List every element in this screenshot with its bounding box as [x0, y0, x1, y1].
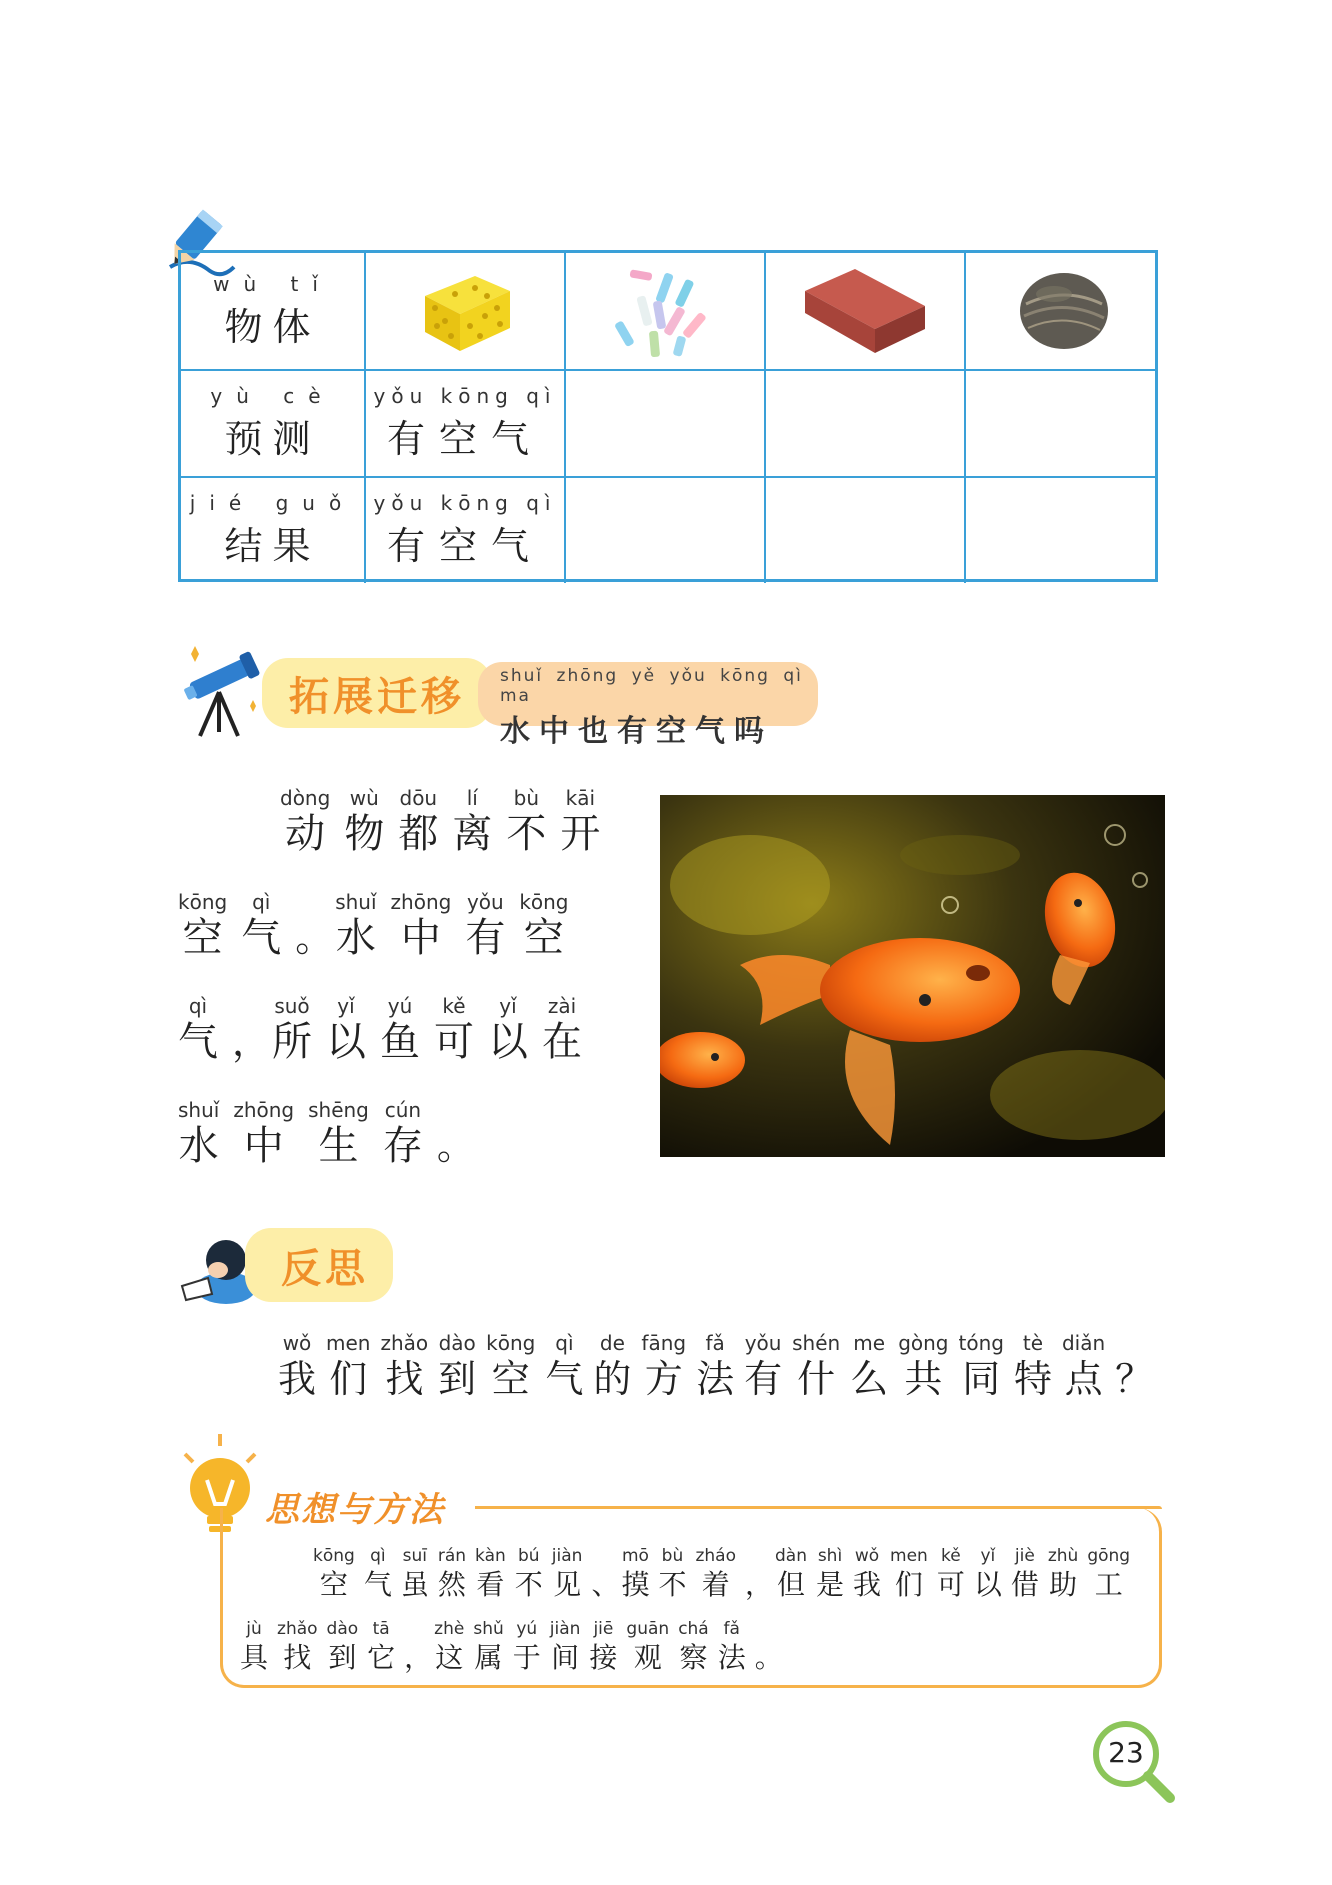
punctuation: ，	[745, 1568, 774, 1601]
table-row	[181, 253, 1155, 371]
hanzi-text: 于	[512, 1641, 541, 1674]
prediction-brick-cell[interactable]	[766, 371, 966, 476]
hanzi-text: 虽	[400, 1568, 429, 1601]
hanzi-text: 点	[1064, 1357, 1103, 1401]
hanzi-text: 水	[335, 915, 376, 961]
pinyin-text: yǐ	[499, 994, 517, 1018]
pinyin-text: bù	[513, 786, 539, 810]
pinyin-text: de	[599, 1331, 625, 1355]
hanzi-text: 同	[962, 1357, 1001, 1401]
pinyin-syllable	[850, 1330, 888, 1402]
pinyin-text: cún	[384, 1098, 422, 1122]
pinyin-syllable	[974, 1545, 1002, 1603]
hanzi-text: 的	[593, 1357, 632, 1401]
prediction-sponge-cell	[366, 371, 566, 476]
pinyin-text: jiàn	[551, 1546, 583, 1566]
extension-subtitle	[478, 662, 818, 749]
hanzi-text: 摸	[621, 1568, 650, 1601]
pinyin-text: zhōng	[390, 890, 452, 914]
pinyin-text: gòng	[898, 1331, 949, 1355]
pinyin-text: yú	[387, 994, 413, 1018]
pinyin-syllable	[1062, 1330, 1105, 1402]
pinyin-text: yǒu	[466, 890, 504, 914]
pinyin-syllable	[344, 785, 384, 857]
pinyin-text: wù	[349, 786, 379, 810]
pinyin-syllable	[380, 1330, 428, 1402]
method-title: 思想与方法	[265, 1490, 445, 1530]
hanzi-text: 们	[894, 1568, 923, 1601]
hanzi-text: 气	[178, 1019, 218, 1065]
pinyin-text: me	[853, 1331, 886, 1355]
pinyin-syllable	[696, 1330, 734, 1402]
pinyin-syllable	[313, 1545, 355, 1603]
reflection-banner	[245, 1228, 393, 1302]
row-label-prediction	[181, 371, 366, 476]
result-chalk-cell[interactable]	[566, 478, 766, 583]
pinyin-syllable	[452, 785, 492, 857]
brick-cell	[766, 253, 966, 369]
pinyin-syllable	[434, 993, 474, 1065]
pinyin-text: tā	[372, 1619, 390, 1639]
pinyin-text: wǒ	[282, 1331, 312, 1355]
pinyin-text: dòng	[280, 786, 331, 810]
hanzi-text: 有	[465, 915, 506, 961]
pinyin-text: mō	[621, 1546, 649, 1566]
hanzi-text: 具	[240, 1641, 269, 1674]
pinyin-text: qì	[188, 994, 208, 1018]
pinyin-text: men	[326, 1331, 371, 1355]
hanzi-text: 生	[318, 1123, 359, 1169]
pinyin-syllable	[506, 785, 546, 857]
method-line-1	[313, 1545, 1139, 1603]
pinyin-syllable	[391, 889, 452, 961]
pinyin-syllable	[383, 1097, 423, 1169]
pinyin-text: dào	[438, 1331, 476, 1355]
hanzi-text: 不	[514, 1568, 543, 1601]
telescope-icon	[175, 640, 265, 740]
header-label: 物体	[224, 304, 321, 349]
reflection-question	[278, 1330, 1178, 1402]
hanzi-text: 物	[344, 811, 385, 857]
pinyin-text: kōng	[313, 1546, 355, 1566]
pinyin-syllable	[178, 1097, 219, 1169]
pinyin-text: zhǎo	[380, 1331, 429, 1355]
hanzi-text: 们	[329, 1357, 368, 1401]
hanzi-text: 空	[182, 915, 223, 961]
hanzi-text: 属	[474, 1641, 503, 1674]
pinyin-syllable	[277, 1618, 318, 1676]
pinyin-syllable	[853, 1545, 881, 1603]
pinyin-syllable	[626, 1618, 669, 1676]
hanzi-text: 所	[272, 1019, 312, 1065]
pinyin-syllable	[658, 1545, 686, 1603]
pinyin-text: suī	[402, 1546, 428, 1566]
pinyin-syllable	[513, 1618, 541, 1676]
hanzi-text: 到	[438, 1357, 477, 1401]
pinyin-text: jiàn	[549, 1619, 581, 1639]
table-row	[181, 371, 1155, 478]
result-brick-cell[interactable]	[766, 478, 966, 583]
pinyin-syllable	[792, 1330, 840, 1402]
hanzi-text: 工	[1094, 1568, 1123, 1601]
pinyin-text: shuǐ	[178, 1098, 220, 1122]
punctuation: 。	[295, 916, 334, 960]
pinyin-syllable	[621, 1545, 649, 1603]
hanzi-text: 空	[523, 915, 564, 961]
pinyin-syllable	[718, 1618, 746, 1676]
pinyin-syllable	[515, 1545, 543, 1603]
pinyin-text: kōng	[486, 1331, 536, 1355]
pinyin-text: qì	[252, 890, 271, 914]
pinyin-text: zháo	[695, 1546, 736, 1566]
punctuation: ？	[1115, 1357, 1154, 1401]
prediction-value: 有空气	[386, 417, 543, 461]
pinyin-text: shǔ	[473, 1619, 504, 1639]
stone-image	[1014, 266, 1114, 356]
hanzi-text: 存	[382, 1123, 423, 1169]
table-row	[181, 478, 1155, 583]
fish-paragraph	[178, 785, 638, 1201]
hanzi-text: 我	[853, 1568, 882, 1601]
reflection-title: 反思	[281, 1245, 369, 1292]
hanzi-text: 以	[973, 1568, 1002, 1601]
hanzi-text: 但	[776, 1568, 805, 1601]
pinyin-syllable	[327, 1618, 359, 1676]
pinyin-syllable	[308, 1097, 369, 1169]
method-line-2	[240, 1618, 785, 1676]
pinyin-syllable	[241, 889, 281, 961]
pinyin-syllable	[552, 1545, 583, 1603]
pinyin-syllable	[1087, 1545, 1130, 1603]
pinyin-syllable	[465, 889, 505, 961]
extension-title: 拓展迁移	[289, 673, 465, 720]
pinyin-text: dōu	[399, 786, 438, 810]
hanzi-text: 以	[488, 1019, 528, 1065]
hanzi-text: 气	[545, 1357, 584, 1401]
pinyin-text: zhǎo	[277, 1619, 318, 1639]
chalk-image	[610, 261, 720, 361]
prediction-pinyin: yù cè	[210, 384, 335, 408]
pinyin-text: zhù	[1047, 1546, 1079, 1566]
pinyin-text: kě	[442, 994, 466, 1018]
hanzi-text: 着	[701, 1568, 730, 1601]
hanzi-text: 开	[560, 811, 601, 857]
result-value: 有空气	[386, 524, 543, 568]
observation-table	[178, 250, 1158, 582]
prediction-value-pinyin: yǒu kōng qì	[373, 384, 557, 408]
pinyin-text: tóng	[958, 1331, 1004, 1355]
paragraph-line	[178, 993, 638, 1065]
pinyin-text: jù	[246, 1619, 262, 1639]
pinyin-syllable	[326, 993, 366, 1065]
pinyin-syllable	[240, 1618, 268, 1676]
hanzi-text: 中	[400, 915, 441, 961]
hanzi-text: 气	[363, 1568, 392, 1601]
pinyin-syllable	[438, 1330, 476, 1402]
hanzi-text: 看	[476, 1568, 505, 1601]
pinyin-text: men	[890, 1546, 928, 1566]
pinyin-syllable	[589, 1618, 617, 1676]
punctuation: 。	[436, 1124, 475, 1168]
pinyin-text: jiè	[1014, 1546, 1035, 1566]
hanzi-text: 以	[326, 1019, 366, 1065]
pinyin-syllable	[545, 1330, 583, 1402]
header-pinyin: wù tǐ	[213, 271, 332, 296]
hanzi-text: 可	[434, 1019, 474, 1065]
hanzi-text: 什	[797, 1357, 836, 1401]
pinyin-syllable	[178, 889, 227, 961]
pinyin-text: tè	[1022, 1331, 1044, 1355]
pinyin-text: yǒu	[744, 1331, 782, 1355]
hanzi-text: 我	[278, 1357, 317, 1401]
pinyin-text: chá	[678, 1619, 709, 1639]
hanzi-text: 离	[452, 811, 493, 857]
sponge-image	[415, 266, 515, 356]
hanzi-text: 见	[553, 1568, 582, 1601]
pinyin-syllable	[398, 785, 438, 857]
pinyin-text: jiē	[593, 1619, 614, 1639]
paragraph-line	[178, 1097, 638, 1169]
pinyin-text: yǐ	[980, 1546, 996, 1566]
pinyin-syllable	[278, 1330, 316, 1402]
paragraph-line	[178, 785, 638, 857]
pinyin-text: rán	[437, 1546, 467, 1566]
hanzi-text: 有	[744, 1357, 783, 1401]
hanzi-text: 水	[178, 1123, 219, 1169]
result-label: 结果	[224, 524, 321, 568]
hanzi-text: 鱼	[380, 1019, 420, 1065]
hanzi-text: 中	[243, 1123, 284, 1169]
prediction-chalk-cell[interactable]	[566, 371, 766, 476]
pinyin-syllable	[550, 1618, 581, 1676]
pinyin-text: yǐ	[337, 994, 355, 1018]
result-value-pinyin: yǒu kōng qì	[373, 491, 557, 515]
pinyin-syllable	[233, 1097, 294, 1169]
pinyin-syllable	[678, 1618, 709, 1676]
pinyin-text: zhè	[434, 1619, 465, 1639]
page-number: 23	[1108, 1736, 1144, 1769]
pinyin-syllable	[364, 1545, 392, 1603]
hanzi-text: 么	[850, 1357, 889, 1401]
extension-subtitle-pinyin: shuǐ zhōng yě yǒu kōng qì ma	[500, 666, 803, 706]
hanzi-text: 空	[491, 1357, 530, 1401]
pinyin-syllable	[488, 993, 528, 1065]
hanzi-text: 这	[435, 1641, 464, 1674]
pinyin-syllable	[959, 1330, 1004, 1402]
punctuation: ，	[232, 1020, 271, 1064]
result-pinyin: jié guǒ	[189, 491, 356, 515]
pinyin-text: kōng	[178, 890, 228, 914]
hanzi-text: 观	[633, 1641, 662, 1674]
punctuation: 。	[754, 1641, 783, 1674]
pinyin-syllable	[486, 1330, 535, 1402]
table-header-object	[181, 253, 366, 369]
hanzi-text: 方	[644, 1357, 683, 1401]
extension-banner	[262, 658, 492, 728]
pinyin-text: kàn	[475, 1546, 506, 1566]
pinyin-text: fāng	[641, 1331, 687, 1355]
pinyin-text: diǎn	[1061, 1331, 1106, 1355]
pinyin-text: lí	[466, 786, 478, 810]
hanzi-text: 不	[506, 811, 547, 857]
pinyin-text: gōng	[1087, 1546, 1131, 1566]
pinyin-text: shì	[817, 1546, 843, 1566]
hanzi-text: 找	[283, 1641, 312, 1674]
pinyin-syllable	[380, 993, 420, 1065]
pinyin-text: wǒ	[854, 1546, 880, 1566]
hanzi-text: 法	[717, 1641, 746, 1674]
punctuation: ，	[404, 1641, 433, 1674]
pinyin-text: guān	[626, 1619, 670, 1639]
pinyin-syllable	[593, 1330, 631, 1402]
hanzi-text: 可	[936, 1568, 965, 1601]
pinyin-syllable	[434, 1618, 464, 1676]
pinyin-text: fǎ	[723, 1619, 740, 1639]
hanzi-text: 间	[551, 1641, 580, 1674]
result-sponge-cell	[366, 478, 566, 583]
pinyin-syllable	[816, 1545, 844, 1603]
pinyin-text: bù	[661, 1546, 684, 1566]
pinyin-syllable	[326, 1330, 370, 1402]
hanzi-text: 在	[542, 1019, 582, 1065]
pinyin-text: shuǐ	[335, 890, 377, 914]
pinyin-syllable	[898, 1330, 948, 1402]
pinyin-syllable	[519, 889, 568, 961]
goldfish-photo	[660, 795, 1165, 1157]
result-stone-cell[interactable]	[966, 478, 1161, 583]
pinyin-syllable	[280, 785, 330, 857]
pinyin-syllable	[178, 993, 218, 1065]
pinyin-syllable	[438, 1545, 466, 1603]
pinyin-text: zài	[547, 994, 577, 1018]
method-divider	[475, 1506, 1162, 1509]
hanzi-text: 气	[241, 915, 282, 961]
row-label-result	[181, 478, 366, 583]
hanzi-text: 找	[385, 1357, 424, 1401]
hanzi-text: 借	[1010, 1568, 1039, 1601]
hanzi-text: 它	[367, 1641, 396, 1674]
pinyin-syllable	[1048, 1545, 1078, 1603]
hanzi-text: 都	[398, 811, 439, 857]
pinyin-syllable	[1011, 1545, 1039, 1603]
hanzi-text: 法	[696, 1357, 735, 1401]
extension-subtitle-text: 水中也有空气吗	[500, 714, 773, 749]
prediction-stone-cell[interactable]	[966, 371, 1161, 476]
pinyin-syllable	[1014, 1330, 1052, 1402]
hanzi-text: 动	[285, 811, 326, 857]
hanzi-text: 空	[319, 1568, 348, 1601]
pinyin-syllable	[775, 1545, 807, 1603]
pinyin-syllable	[475, 1545, 506, 1603]
pinyin-text: yú	[516, 1619, 538, 1639]
magnifier-page-badge	[1090, 1718, 1180, 1808]
hanzi-text: 接	[589, 1641, 618, 1674]
pinyin-text: dào	[326, 1619, 359, 1639]
pinyin-syllable	[560, 785, 600, 857]
pinyin-syllable	[335, 889, 376, 961]
pinyin-syllable	[695, 1545, 736, 1603]
prediction-label: 预测	[224, 417, 321, 461]
pinyin-text: fǎ	[705, 1331, 725, 1355]
paragraph-line	[178, 889, 638, 961]
hanzi-text: 是	[815, 1568, 844, 1601]
punctuation: 、	[591, 1568, 620, 1601]
pinyin-text: kě	[940, 1546, 961, 1566]
sponge-cell	[366, 253, 566, 369]
pinyin-text: shēng	[308, 1098, 369, 1122]
chalk-cell	[566, 253, 766, 369]
pinyin-text: kāi	[565, 786, 596, 810]
pinyin-syllable	[937, 1545, 965, 1603]
pinyin-syllable	[473, 1618, 503, 1676]
pinyin-syllable	[367, 1618, 395, 1676]
pinyin-text: zhōng	[233, 1098, 295, 1122]
hanzi-text: 到	[328, 1641, 357, 1674]
pinyin-syllable	[744, 1330, 782, 1402]
pinyin-text: suǒ	[274, 994, 310, 1018]
brick-image	[800, 261, 930, 361]
hanzi-text: 不	[658, 1568, 687, 1601]
pinyin-syllable	[641, 1330, 686, 1402]
pinyin-text: kōng	[519, 890, 569, 914]
hanzi-text: 然	[437, 1568, 466, 1601]
pinyin-syllable	[401, 1545, 429, 1603]
pinyin-syllable	[542, 993, 582, 1065]
hanzi-text: 特	[1013, 1357, 1052, 1401]
pinyin-text: qì	[370, 1546, 386, 1566]
pinyin-syllable	[890, 1545, 928, 1603]
hanzi-text: 共	[904, 1357, 943, 1401]
pinyin-syllable	[272, 993, 312, 1065]
stone-cell	[966, 253, 1161, 369]
pinyin-text: qì	[555, 1331, 574, 1355]
hanzi-text: 助	[1049, 1568, 1078, 1601]
hanzi-text: 察	[679, 1641, 708, 1674]
pinyin-text: dàn	[775, 1546, 807, 1566]
pinyin-text: shén	[792, 1331, 841, 1355]
pinyin-text: bú	[518, 1546, 540, 1566]
